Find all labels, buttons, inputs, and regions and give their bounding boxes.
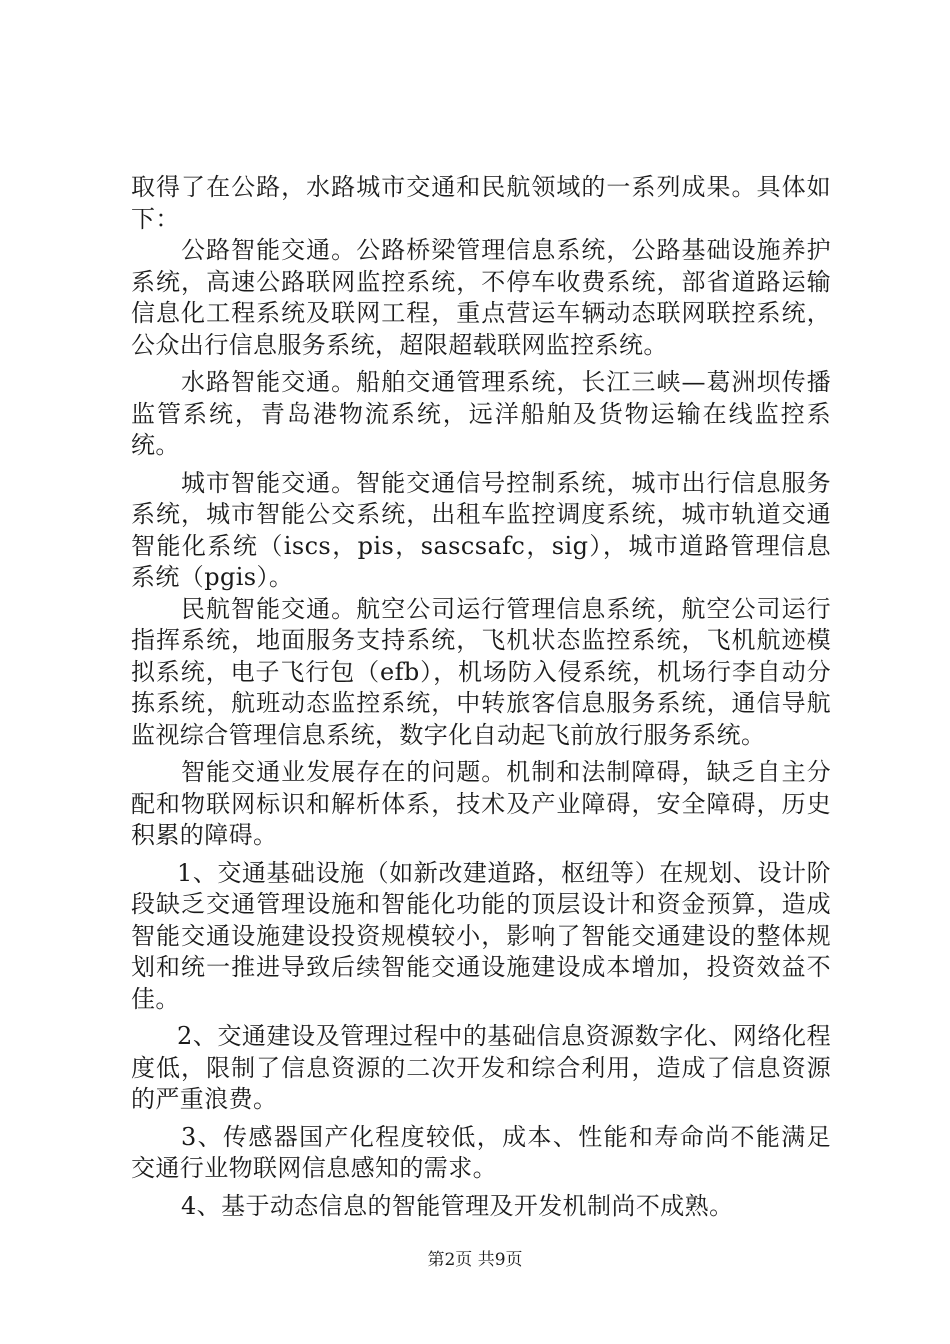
paragraph-intro: 取得了在公路，水路城市交通和民航领域的一系列成果。具体如下： <box>131 173 831 233</box>
paragraph-item-3: 3、传感器国产化程度较低，成本、性能和寿命尚不能满足交通行业物联网信息感知的需求。 <box>131 1122 831 1182</box>
paragraph-highway-its: 公路智能交通。公路桥梁管理信息系统，公路基础设施养护系统，高速公路联网监控系统，不停车收费系统，部省道路运输信息化工程系统及联网工程，重点营运车辆动态联网联控系统，公众出行信息服务系统，超限超载联网监控系统。 <box>131 236 831 359</box>
document-body <box>131 172 831 1222</box>
paragraph-urban-its: 城市智能交通。智能交通信号控制系统，城市出行信息服务系统，城市智能公交系统，出租车监控调度系统，城市轨道交通智能化系统（iscs，pis，sascsafc，sig），城市道路管理信息系统（pgis）。 <box>131 468 831 591</box>
paragraph-problems: 智能交通业发展存在的问题。机制和法制障碍，缺乏自主分配和物联网标识和解析体系，技术及产业障碍，安全障碍，历史积累的障碍。 <box>131 758 831 849</box>
paragraph-aviation-its: 民航智能交通。航空公司运行管理信息系统，航空公司运行指挥系统，地面服务支持系统，飞机状态监控系统，飞机航迹模拟系统，电子飞行包（efb），机场防入侵系统，机场行李自动分拣系统，航班动态监控系统，中转旅客信息服务系统，通信导航监视综合管理信息系统，数字化自动起飞前放行服务系统。 <box>131 594 831 749</box>
page-number-footer: 第2页 共9页 <box>427 1250 523 1270</box>
paragraph-item-4: 4、基于动态信息的智能管理及开发机制尚不成熟。 <box>181 1191 734 1220</box>
paragraph-waterway-its: 水路智能交通。船舶交通管理系统，长江三峡—葛洲坝传播监管系统，青岛港物流系统，远洋船舶及货物运输在线监控系统。 <box>131 368 831 459</box>
paragraph-item-1: 1、交通基础设施（如新改建道路，枢纽等）在规划、设计阶段缺乏交通管理设施和智能化功能的顶层设计和资金预算，造成智能交通设施建设投资规模较小，影响了智能交通建设的整体规划和统一推进导致后续智能交通设施建设成本增加，投资效益不佳。 <box>131 858 831 1013</box>
paragraph-item-2: 2、交通建设及管理过程中的基础信息资源数字化、网络化程度低，限制了信息资源的二次开发和综合利用，造成了信息资源的严重浪费。 <box>131 1022 831 1113</box>
